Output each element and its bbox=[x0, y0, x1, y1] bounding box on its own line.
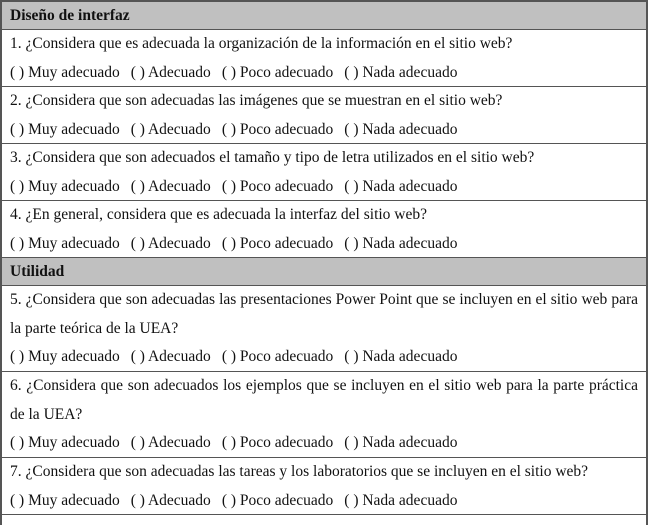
options-row bbox=[10, 173, 638, 202]
option-nada-adecuado[interactable]: ( ) Nada adecuado bbox=[344, 434, 458, 451]
option-nada-adecuado[interactable]: ( ) Nada adecuado bbox=[344, 348, 458, 365]
question-3 bbox=[2, 144, 646, 201]
option-poco-adecuado[interactable]: ( ) Poco adecuado bbox=[221, 348, 334, 365]
option-muy-adecuado[interactable]: ( ) Muy adecuado bbox=[10, 120, 120, 138]
question-text: 4. ¿En general, considera que es adecuada la interfaz del sitio web? bbox=[10, 206, 428, 223]
question-5 bbox=[2, 286, 646, 372]
question-text: 2. ¿Considera que son adecuadas las imágenes que se muestran en el sitio web? bbox=[10, 92, 503, 109]
question-7 bbox=[2, 458, 646, 515]
option-poco-adecuado[interactable]: ( ) Poco adecuado bbox=[221, 234, 334, 252]
section-header-utilidad: Utilidad bbox=[2, 258, 646, 286]
option-poco-adecuado[interactable]: ( ) Poco adecuado bbox=[221, 120, 334, 138]
question-1 bbox=[2, 30, 646, 87]
option-poco-adecuado[interactable]: ( ) Poco adecuado bbox=[221, 434, 334, 451]
section-header-diseno-de-interfaz: Diseño de interfaz bbox=[2, 2, 646, 30]
options-row bbox=[10, 487, 638, 516]
option-muy-adecuado[interactable]: ( ) Muy adecuado bbox=[10, 234, 120, 252]
option-nada-adecuado[interactable]: ( ) Nada adecuado bbox=[344, 120, 458, 138]
question-text: 7. ¿Considera que son adecuadas las tareas y los laboratorios que se incluyen en el sitio web? bbox=[10, 463, 589, 480]
option-nada-adecuado[interactable]: ( ) Nada adecuado bbox=[344, 234, 458, 252]
options-row bbox=[10, 343, 638, 372]
option-muy-adecuado[interactable]: ( ) Muy adecuado bbox=[10, 434, 120, 451]
options-row bbox=[10, 59, 638, 88]
question-2 bbox=[2, 87, 646, 144]
question-text: 5. ¿Considera que son adecuadas las presentaciones Power Point que se incluyen en el sitio web para la parte teórica de la UEA? bbox=[10, 291, 638, 337]
option-poco-adecuado[interactable]: ( ) Poco adecuado bbox=[221, 491, 334, 509]
option-muy-adecuado[interactable]: ( ) Muy adecuado bbox=[10, 491, 120, 509]
option-adecuado[interactable]: ( ) Adecuado bbox=[130, 491, 211, 509]
options-row bbox=[10, 230, 638, 259]
option-nada-adecuado[interactable]: ( ) Nada adecuado bbox=[344, 177, 458, 195]
options-row bbox=[10, 429, 638, 458]
option-muy-adecuado[interactable]: ( ) Muy adecuado bbox=[10, 177, 120, 195]
option-muy-adecuado[interactable]: ( ) Muy adecuado bbox=[10, 63, 120, 81]
options-row bbox=[10, 116, 638, 145]
option-adecuado[interactable]: ( ) Adecuado bbox=[130, 234, 211, 252]
option-poco-adecuado[interactable]: ( ) Poco adecuado bbox=[221, 63, 334, 81]
option-nada-adecuado[interactable]: ( ) Nada adecuado bbox=[344, 491, 458, 509]
option-adecuado[interactable]: ( ) Adecuado bbox=[130, 120, 211, 138]
question-text: 1. ¿Considera que es adecuada la organización de la información en el sitio web? bbox=[10, 35, 513, 52]
option-adecuado[interactable]: ( ) Adecuado bbox=[130, 63, 211, 81]
next-row-partial bbox=[2, 515, 646, 525]
question-6 bbox=[2, 372, 646, 458]
question-text: 3. ¿Considera que son adecuados el tamaño y tipo de letra utilizados en el sitio web? bbox=[10, 149, 535, 166]
option-adecuado[interactable]: ( ) Adecuado bbox=[130, 177, 211, 195]
option-adecuado[interactable]: ( ) Adecuado bbox=[130, 348, 211, 365]
option-poco-adecuado[interactable]: ( ) Poco adecuado bbox=[221, 177, 334, 195]
option-nada-adecuado[interactable]: ( ) Nada adecuado bbox=[344, 63, 458, 81]
option-muy-adecuado[interactable]: ( ) Muy adecuado bbox=[10, 348, 120, 365]
question-text: 6. ¿Considera que son adecuados los ejemplos que se incluyen en el sitio web para la parte práctica de la UEA? bbox=[10, 377, 638, 423]
option-adecuado[interactable]: ( ) Adecuado bbox=[130, 434, 211, 451]
question-4 bbox=[2, 201, 646, 258]
